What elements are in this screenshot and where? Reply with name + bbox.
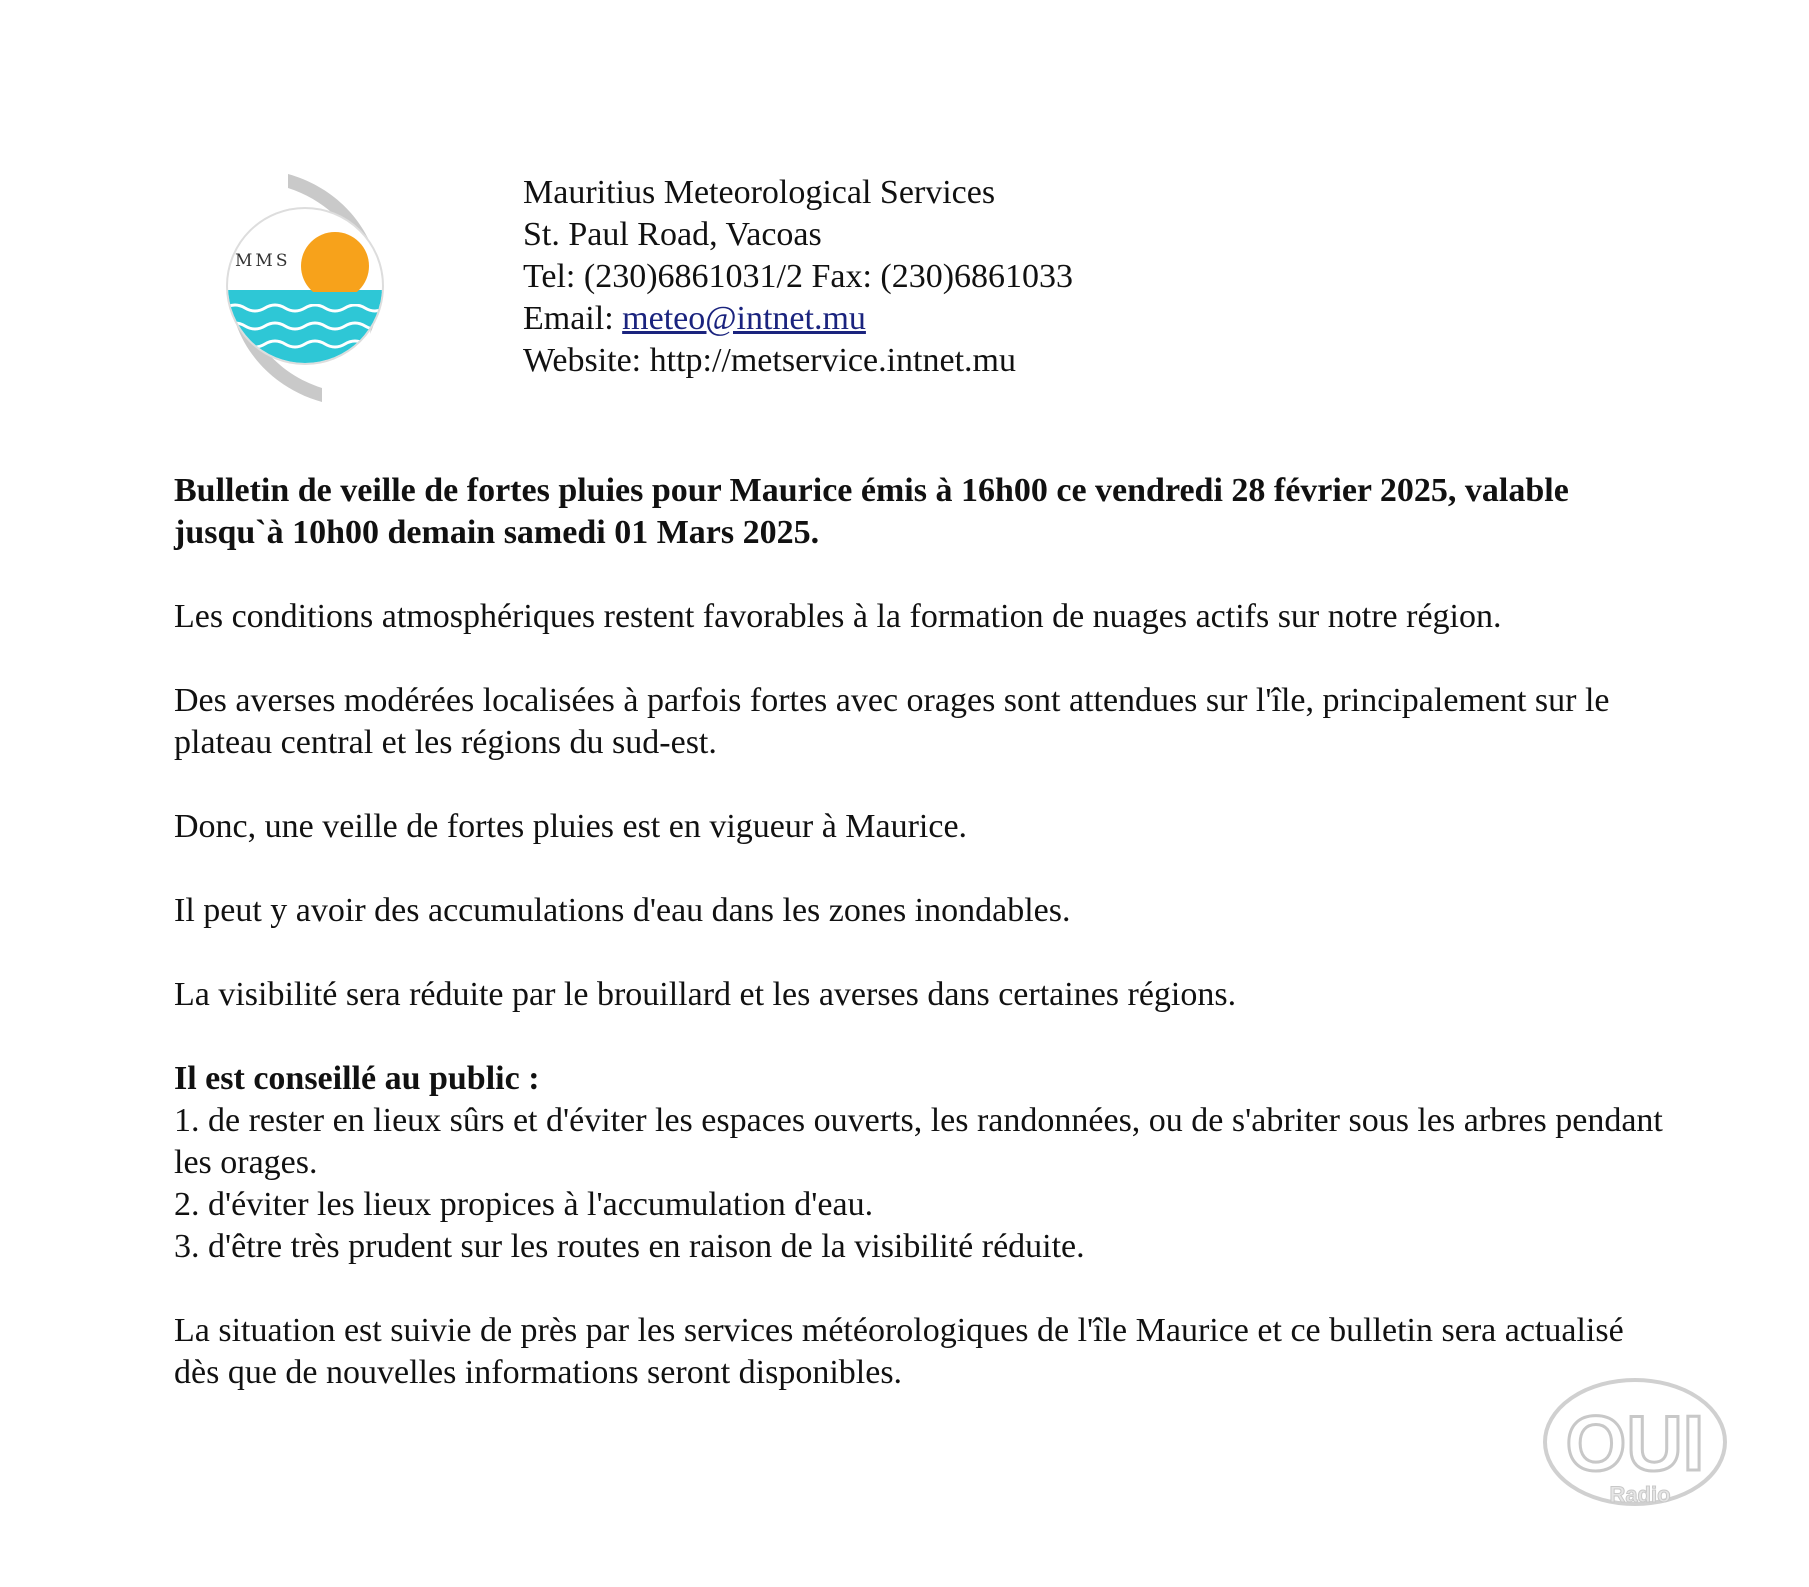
- logo-sun: [301, 232, 369, 300]
- bulletin-paragraph: La visibilité sera réduite par le brouillard et les averses dans certaines régions.: [174, 976, 1237, 1013]
- org-website: Website: http://metservice.intnet.mu: [523, 342, 1016, 379]
- advice-heading: Il est conseillé au public :: [174, 1060, 540, 1097]
- bulletin-paragraph: Des averses modérées localisées à parfois fortes avec orages sont attendues sur l'île, principalement sur le plateau central et les régions du sud-est.: [174, 682, 1610, 761]
- org-email-line: [523, 298, 1073, 340]
- bulletin-paragraph: Il peut y avoir des accumulations d'eau dans les zones inondables.: [174, 892, 1071, 929]
- org-name: Mauritius Meteorological Services: [523, 174, 996, 211]
- advice-item: 2. d'éviter les lieux propices à l'accumulation d'eau.: [174, 1186, 874, 1223]
- watermark-text: OUI: [1565, 1399, 1705, 1487]
- header-contact-block: [523, 172, 1073, 382]
- bulletin-title: Bulletin de veille de fortes pluies pour Maurice émis à 16h00 ce vendredi 28 février 2025, valable jusqu`à 10h00 demain samedi 01 Mars 2025.: [174, 472, 1569, 551]
- advice-item: 1. de rester en lieux sûrs et d'éviter les espaces ouverts, les randonnées, ou de s'abriter sous les arbres pendant les orages.: [174, 1102, 1663, 1181]
- bulletin-closing: La situation est suivie de près par les services météorologiques de l'île Maurice et ce bulletin sera actualisé dès que de nouvelles informations seront disponibles.: [174, 1312, 1624, 1391]
- logo-text: MMS: [235, 251, 291, 271]
- email-link[interactable]: meteo@intnet.mu: [622, 300, 866, 337]
- oui-radio-watermark: [1540, 1370, 1730, 1520]
- advice-item: 3. d'être très prudent sur les routes en raison de la visibilité réduite.: [174, 1228, 1085, 1265]
- watermark-subtext: Radio: [1609, 1482, 1671, 1507]
- bulletin-body: [174, 470, 1664, 1436]
- email-label: Email:: [523, 300, 623, 337]
- bulletin-paragraph: Donc, une veille de fortes pluies est en vigueur à Maurice.: [174, 808, 968, 845]
- advice-list: [174, 1100, 1664, 1268]
- mms-logo: [210, 168, 400, 408]
- org-tel-fax: Tel: (230)6861031/2 Fax: (230)6861033: [523, 258, 1074, 295]
- org-address: St. Paul Road, Vacoas: [523, 216, 822, 253]
- bulletin-paragraph: Les conditions atmosphériques restent favorables à la formation de nuages actifs sur notre région.: [174, 598, 1502, 635]
